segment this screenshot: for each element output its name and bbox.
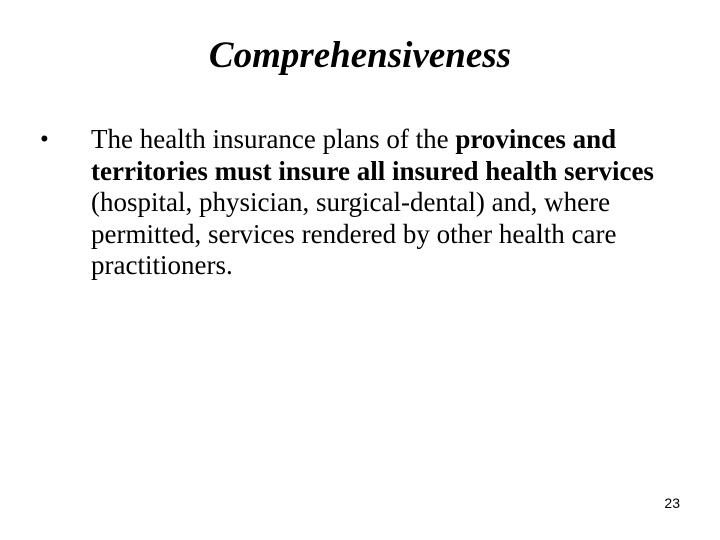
slide-title: Comprehensiveness	[208, 35, 512, 76]
bullet-text-emphasis: provinces and territories must insure all insured health services	[91, 124, 654, 186]
bullet-marker: •	[40, 126, 49, 153]
bullet-text-segment: (hospital, physician, surgical-dental) and, where permitted, services rendered by other health care practitioners.	[91, 187, 617, 280]
bullet-text-segment: The health insurance plans of the	[91, 124, 456, 154]
bullet-text	[91, 124, 691, 282]
page-number: 23	[664, 495, 680, 511]
